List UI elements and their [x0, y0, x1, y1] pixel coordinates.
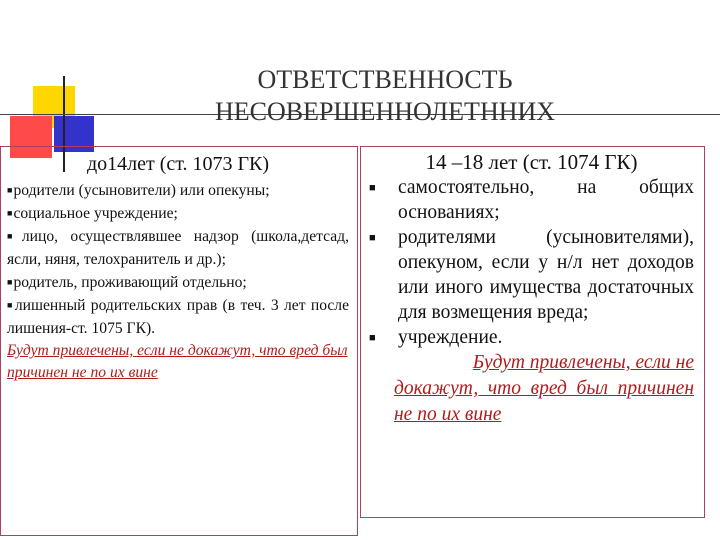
- bullet-icon: ■: [369, 182, 376, 194]
- left-list-item: ■родитель, проживающий отдельно;: [7, 274, 247, 291]
- bullet-icon: ■: [369, 232, 376, 244]
- right-list-item: ■ учреждение.: [369, 325, 694, 350]
- slide-title: ОТВЕТСТВЕННОСТЬ НЕСОВЕРШЕННОЛЕТННИХ: [214, 65, 556, 126]
- left-list-item: ■социальное учреждение;: [7, 205, 178, 222]
- left-list-item: ■лицо, осуществлявшее надзор (школа,детсад, ясли, няня, телохранитель и др.);: [7, 228, 349, 268]
- right-list-item: ■ родителями (усыновителями), опекуном, если у н/л нет доходов или иного имущества достаточных для возмещения вреда;: [369, 227, 694, 323]
- bullet-icon: ■: [7, 185, 13, 195]
- left-note: Будут привлечены, если не докажут, что вред был причинен не по их вине: [7, 342, 348, 381]
- right-list-item: ■ самостоятельно, на общих основаниях;: [369, 177, 694, 223]
- right-note-line-2: докажут, что вред был причинен не по их вине: [394, 378, 694, 425]
- bullet-icon: ■: [7, 231, 21, 241]
- right-heading: 14 –18 лет (ст. 1074 ГК): [425, 150, 638, 174]
- left-list-item: ■лишенный родительских прав (в теч. 3 лет после лишения-ст. 1075 ГК).: [7, 297, 349, 337]
- bullet-icon: ■: [7, 277, 13, 287]
- bullet-icon: ■: [7, 300, 14, 310]
- left-heading: до14лет (ст. 1073 ГК): [86, 153, 270, 175]
- right-note-line-1: Будут привлечены, если не: [472, 352, 694, 373]
- right-note: [369, 350, 694, 428]
- bullet-icon: ■: [7, 208, 13, 218]
- left-column-box: [0, 146, 358, 536]
- right-column-box: [360, 146, 705, 518]
- bullet-icon: ■: [369, 332, 376, 344]
- left-list-item: ■родители (усыновители) или опекуны;: [7, 182, 270, 199]
